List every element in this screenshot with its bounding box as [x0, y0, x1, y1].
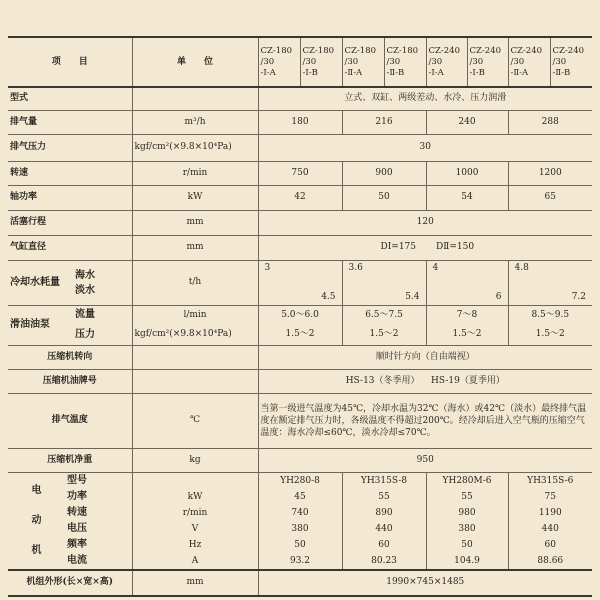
row-value: 5.0～6.0	[258, 305, 342, 325]
row-unit: t/h	[132, 260, 258, 305]
split-cell: 4 6	[426, 260, 508, 305]
header-model: CZ-240 /30 -Ⅱ-A	[508, 37, 550, 87]
row-unit: ℃	[132, 393, 258, 448]
row-oil-flow	[8, 305, 592, 325]
row-motor	[8, 472, 592, 570]
row-label: 气缸直径	[8, 235, 132, 260]
row-value: 1200	[508, 161, 592, 185]
header-model: CZ-180 /30 -Ⅰ-B	[300, 37, 342, 87]
row-shaft-power	[8, 185, 592, 210]
row-label: 活塞行程	[8, 210, 132, 235]
row-value: 30	[258, 134, 592, 161]
row-cooling	[8, 260, 592, 305]
row-value: 8.5～9.5	[531, 309, 570, 320]
row-label: 机组外形(长×宽×高)	[8, 570, 132, 596]
motor-col: YH280-8 45 740 380 50 93.2	[258, 472, 342, 570]
row-value: HS-13（冬季用） HS-19（夏季用）	[258, 369, 592, 393]
row-label: 冷却水耗量	[8, 260, 65, 305]
row-label: 排气温度	[8, 393, 132, 448]
row-dimensions	[8, 570, 592, 596]
row-label: 压缩机净重	[8, 448, 132, 472]
row-weight	[8, 448, 592, 472]
split-cell: 4.8 7.2	[508, 260, 592, 305]
row-unit: l/min	[132, 305, 258, 325]
row-value: 180	[258, 110, 342, 134]
row-pressure	[8, 134, 592, 161]
row-value: 50	[342, 185, 426, 210]
row-value: 6.5～7.5	[342, 305, 426, 325]
row-value: 240	[426, 110, 508, 134]
header-item: 项 目	[8, 37, 132, 87]
header-model: CZ-240 /30 -Ⅱ-B	[550, 37, 592, 87]
row-value: 1.5～2	[426, 325, 508, 345]
split-cell: 3.6 5.4	[342, 260, 426, 305]
motor-sublabels: 型号 功率 转速 电压 频率 电流	[65, 472, 132, 570]
row-label: 型式	[8, 87, 132, 110]
row-value: 900	[342, 161, 426, 185]
row-value: 1000	[426, 161, 508, 185]
row-displacement	[8, 110, 592, 134]
sub-label-sea: 海水	[75, 269, 95, 281]
row-unit: r/min	[132, 161, 258, 185]
row-value: DⅡ=150	[426, 235, 592, 260]
row-stroke	[8, 210, 592, 235]
row-bore	[8, 235, 592, 260]
row-exhaust-temp	[8, 393, 592, 448]
row-label: 压缩机油牌号	[8, 369, 132, 393]
row-value: 120	[258, 210, 592, 235]
motor-col: YH315S-8 55 890 440 60 80.23	[342, 472, 426, 570]
row-label: 压缩机转向	[8, 345, 132, 369]
header-unit: 单 位	[132, 37, 258, 87]
motor-col: YH280M-6 55 980 380 50 104.9	[426, 472, 508, 570]
row-oil-press	[8, 325, 592, 345]
spec-table	[8, 36, 592, 597]
header-model: CZ-180 /30 -Ⅱ-B	[384, 37, 426, 87]
row-speed	[8, 161, 592, 185]
row-value: 54	[426, 185, 508, 210]
row-value: 950	[258, 448, 592, 472]
row-unit: kW	[132, 185, 258, 210]
row-value: 7～8	[426, 305, 508, 325]
row-value: 顺时针方向（自由端视）	[258, 345, 592, 369]
row-value: 42	[258, 185, 342, 210]
motor-group-label: 电 动 机	[8, 472, 65, 570]
sub-label: 压力	[65, 325, 132, 345]
row-unit: mm	[132, 210, 258, 235]
motor-col: YH315S-6 75 1190 440 60 88.66	[508, 472, 592, 570]
row-label: 排气量	[8, 110, 132, 134]
row-value: 1990×745×1485	[258, 570, 592, 596]
split-cell: 3 4.5	[258, 260, 342, 305]
row-value: 立式、双缸、两级差动、水冷、压力润滑	[258, 87, 592, 110]
header-row	[8, 37, 592, 87]
row-label: 轴功率	[8, 185, 132, 210]
row-value: 1.5～2	[342, 325, 426, 345]
header-model: CZ-180 /30 -Ⅱ-A	[342, 37, 384, 87]
row-value: 288	[508, 110, 592, 134]
exhaust-note: 当第一级进气温度为45℃，冷却水温为32℃（海水）或42℃（淡水）最终排气温度在额定排气压力时，各级温度不得超过200℃。经冷却后进入空气瓶的压缩空气温度：海水冷却≤60℃，淡水冷却≤70℃。	[258, 393, 592, 448]
row-unit: m³/h	[132, 110, 258, 134]
row-unit: kg	[132, 448, 258, 472]
row-label: 转速	[8, 161, 132, 185]
row-value: 65	[508, 185, 592, 210]
row-value: 216	[342, 110, 426, 134]
row-label: 排气压力	[8, 134, 132, 161]
header-model: CZ-180 /30 -Ⅰ-A	[258, 37, 300, 87]
row-sublabels	[65, 260, 132, 305]
row-unit: kgf/cm²(×9.8×10⁴Pa)	[132, 325, 258, 345]
row-value: DⅠ=175	[258, 235, 426, 260]
row-value: 750	[258, 161, 342, 185]
row-oil-grade	[8, 369, 592, 393]
motor-units: kW r/min V Hz A	[132, 472, 258, 570]
sub-label-fresh: 淡水	[75, 284, 95, 296]
row-label: 滑油油泵	[8, 305, 65, 345]
row-unit: mm	[132, 235, 258, 260]
row-unit: mm	[132, 570, 258, 596]
header-model: CZ-240 /30 -Ⅰ-A	[426, 37, 467, 87]
row-value: 1.5～2	[508, 325, 592, 345]
row-value: 1.5～2	[258, 325, 342, 345]
sub-label: 流量	[65, 305, 132, 325]
row-rotation	[8, 345, 592, 369]
row-type	[8, 87, 592, 110]
row-unit: kgf/cm²(×9.8×10⁴Pa)	[132, 134, 258, 161]
header-model: CZ-240 /30 -Ⅰ-B	[467, 37, 508, 87]
